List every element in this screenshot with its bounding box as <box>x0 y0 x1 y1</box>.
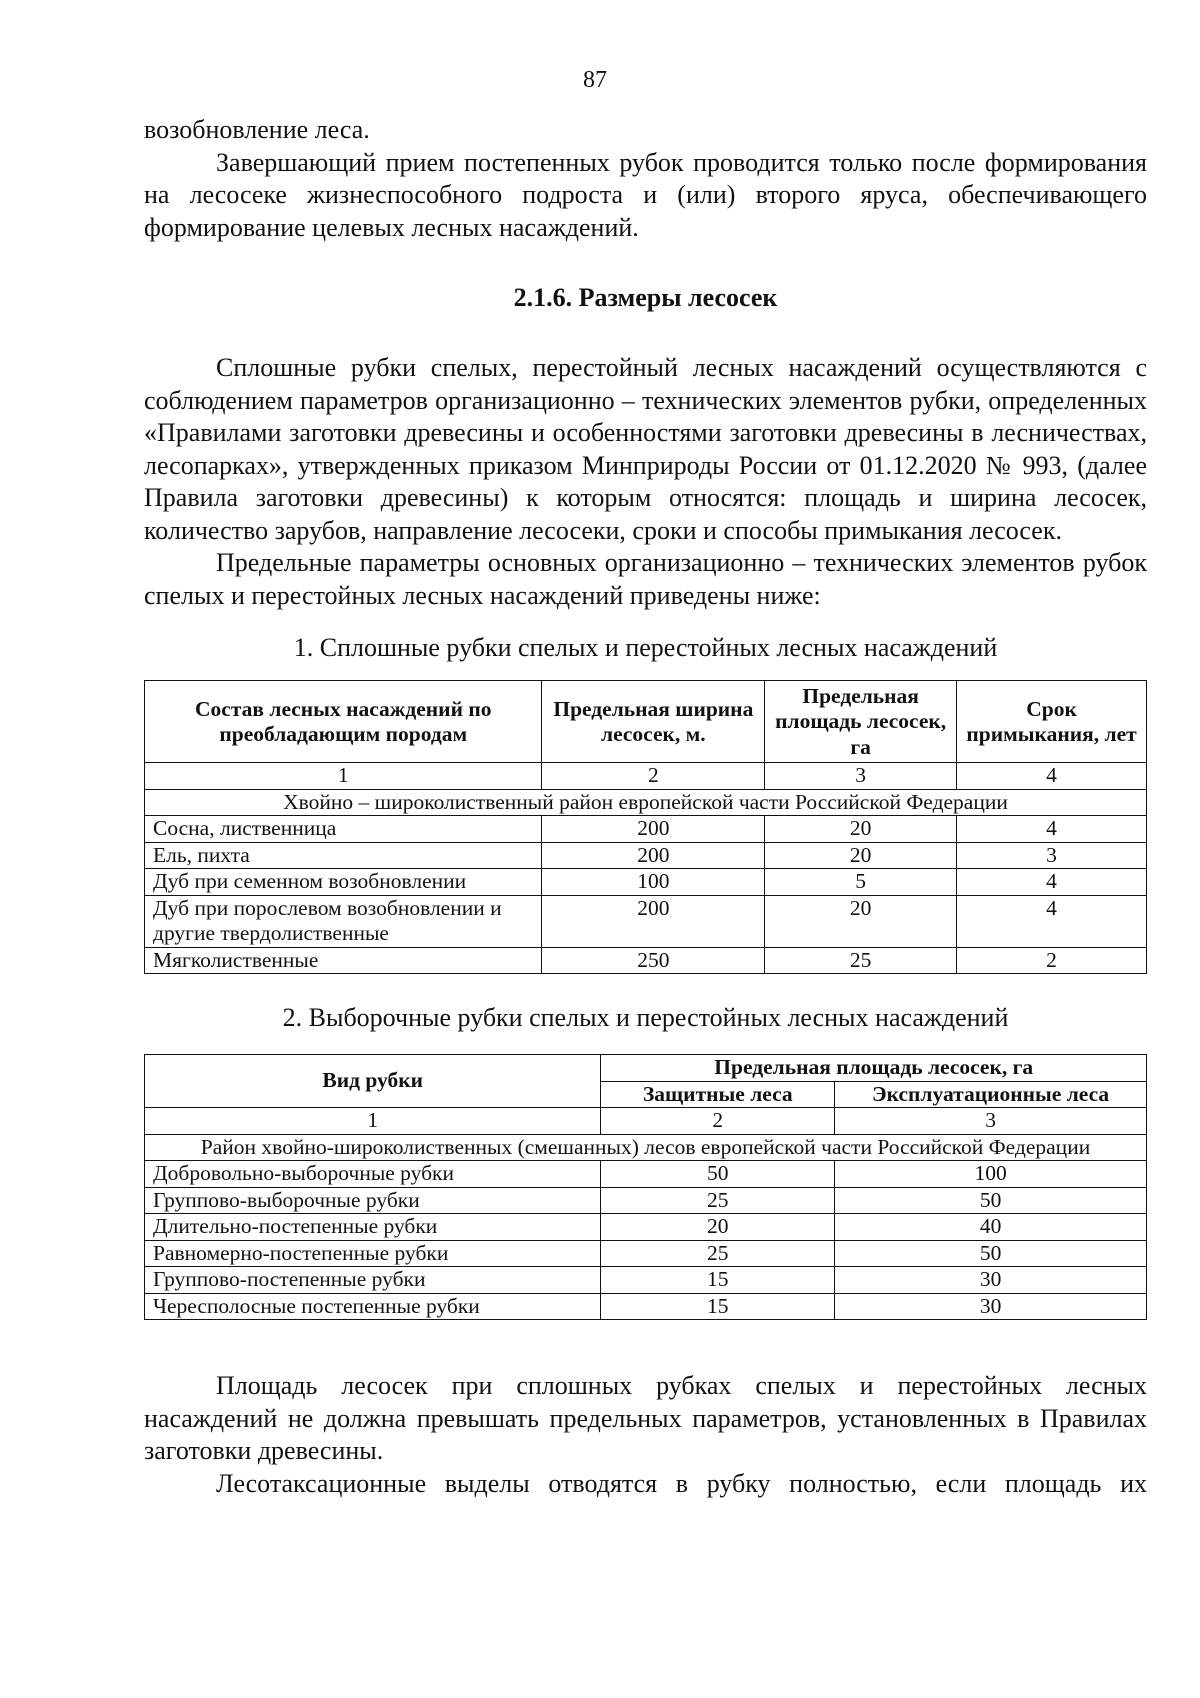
document-body <box>144 114 1147 1500</box>
table-row <box>145 1293 1147 1320</box>
adjacency-cell: 3 <box>957 842 1147 869</box>
table-header-row <box>145 1055 1147 1082</box>
region-row <box>145 1134 1147 1161</box>
species-cell: Ель, пихта <box>145 842 542 869</box>
cut-type-cell: Чересполосные постепенные рубки <box>145 1293 601 1320</box>
paragraph-limits: Предельные параметры основных организационно – технических элементов рубок спелых и перестойных лесных насаждений приведены ниже: <box>144 548 1147 610</box>
table-header-row <box>145 681 1147 763</box>
width-cell: 200 <box>542 842 765 869</box>
col-number: 1 <box>145 1108 601 1135</box>
cut-type-cell: Добровольно-выборочные рубки <box>145 1161 601 1188</box>
table-row <box>145 1161 1147 1188</box>
intro-line: возобновление леса. <box>144 115 370 144</box>
region-row <box>145 789 1147 816</box>
adjacency-cell: 4 <box>957 816 1147 843</box>
cut-type-cell: Равномерно-постепенные рубки <box>145 1240 601 1267</box>
region-label: Хвойно – широколиственный район европейской части Российской Федерации <box>145 789 1147 816</box>
col-number: 2 <box>601 1108 835 1135</box>
column-number-row <box>145 763 1147 790</box>
width-cell: 100 <box>542 869 765 896</box>
exploitation-cell: 50 <box>835 1187 1147 1214</box>
col-number: 4 <box>957 763 1147 790</box>
exploitation-cell: 30 <box>835 1267 1147 1294</box>
header-exploitation: Эксплуатационные леса <box>835 1081 1147 1108</box>
col-number: 3 <box>835 1108 1147 1135</box>
cut-type-cell: Длительно-постепенные рубки <box>145 1214 601 1241</box>
section-heading: 2.1.6. Размеры лесосек <box>513 283 778 312</box>
header-area-group: Предельная площадь лесосек, га <box>601 1055 1147 1082</box>
paragraph-final-cut: Завершающий прием постепенных рубок проводится только после формирования на лесосеке жизнеспособного подроста и (или) второго яруса, обеспечивающего формирование целевых лесных насаждений. <box>144 147 1147 242</box>
area-cell: 25 <box>765 947 957 974</box>
table-row <box>145 1267 1147 1294</box>
area-cell: 20 <box>765 842 957 869</box>
col-number: 2 <box>542 763 765 790</box>
table-row <box>145 1187 1147 1214</box>
paragraph-clearcuts: Сплошные рубки спелых, перестойный лесных насаждений осуществляются с соблюдением параметров организационно – технических элементов рубки, определенных «Правилами заготовки древесины и особенностями заготовки древесины в лесничествах, лесопарках», утвержденных приказом Минприроды России от 01.12.2020 № 993, (далее Правила заготовки древесины) к которым относятся: площадь и ширина лесосек, количество зарубов, направление лесосеки, сроки и способы примыкания лесосек. <box>144 353 1147 545</box>
selective-cut-limits-table <box>144 1054 1147 1320</box>
exploitation-cell: 100 <box>835 1161 1147 1188</box>
paragraph-plots: Лесотаксационные выделы отводятся в рубку полностью, если площадь их <box>216 1468 1147 1498</box>
table-row <box>145 1214 1147 1241</box>
col-number: 3 <box>765 763 957 790</box>
exploitation-cell: 50 <box>835 1240 1147 1267</box>
cut-type-cell: Группово-постепенные рубки <box>145 1267 601 1294</box>
width-cell: 200 <box>542 816 765 843</box>
species-cell: Мягколиственные <box>145 947 542 974</box>
protective-cell: 15 <box>601 1267 835 1294</box>
header-protective: Защитные леса <box>601 1081 835 1108</box>
header-composition: Состав лесных насаждений по преобладающим породам <box>145 681 542 763</box>
protective-cell: 25 <box>601 1240 835 1267</box>
table-row <box>145 842 1147 869</box>
species-cell: Дуб при семенном возобновлении <box>145 869 542 896</box>
header-cut-type: Вид рубки <box>145 1055 601 1108</box>
species-cell: Сосна, лиственница <box>145 816 542 843</box>
species-cell: Дуб при порослевом возобновлении и другие твердолиственные <box>145 895 542 947</box>
exploitation-cell: 40 <box>835 1214 1147 1241</box>
col-number: 1 <box>145 763 542 790</box>
table-row <box>145 895 1147 947</box>
header-adjacency: Срок примыкания, лет <box>957 681 1147 763</box>
clearcut-limits-table <box>144 680 1147 974</box>
region-label: Район хвойно-широколиственных (смешанных) лесов европейской части Российской Федерации <box>145 1134 1147 1161</box>
area-cell: 20 <box>765 895 957 947</box>
page-number: 87 <box>583 67 607 93</box>
protective-cell: 25 <box>601 1187 835 1214</box>
adjacency-cell: 4 <box>957 869 1147 896</box>
exploitation-cell: 30 <box>835 1293 1147 1320</box>
protective-cell: 20 <box>601 1214 835 1241</box>
table-row <box>145 869 1147 896</box>
adjacency-cell: 2 <box>957 947 1147 974</box>
width-cell: 250 <box>542 947 765 974</box>
table2-caption: 2. Выборочные рубки спелых и перестойных лесных насаждений <box>282 1003 1009 1032</box>
adjacency-cell: 4 <box>957 895 1147 947</box>
area-cell: 20 <box>765 816 957 843</box>
table-row <box>145 1240 1147 1267</box>
table1-caption: 1. Сплошные рубки спелых и перестойных лесных насаждений <box>293 633 998 662</box>
protective-cell: 50 <box>601 1161 835 1188</box>
cut-type-cell: Группово-выборочные рубки <box>145 1187 601 1214</box>
area-cell: 5 <box>765 869 957 896</box>
header-width: Предельная ширина лесосек, м. <box>542 681 765 763</box>
protective-cell: 15 <box>601 1293 835 1320</box>
header-area: Предельная площадь лесосек, га <box>765 681 957 763</box>
width-cell: 200 <box>542 895 765 947</box>
table-row <box>145 816 1147 843</box>
column-number-row <box>145 1108 1147 1135</box>
table-row <box>145 947 1147 974</box>
paragraph-area: Площадь лесосек при сплошных рубках спелых и перестойных лесных насаждений не должна превышать предельных параметров, установленных в Правилах заготовки древесины. <box>144 1371 1147 1465</box>
